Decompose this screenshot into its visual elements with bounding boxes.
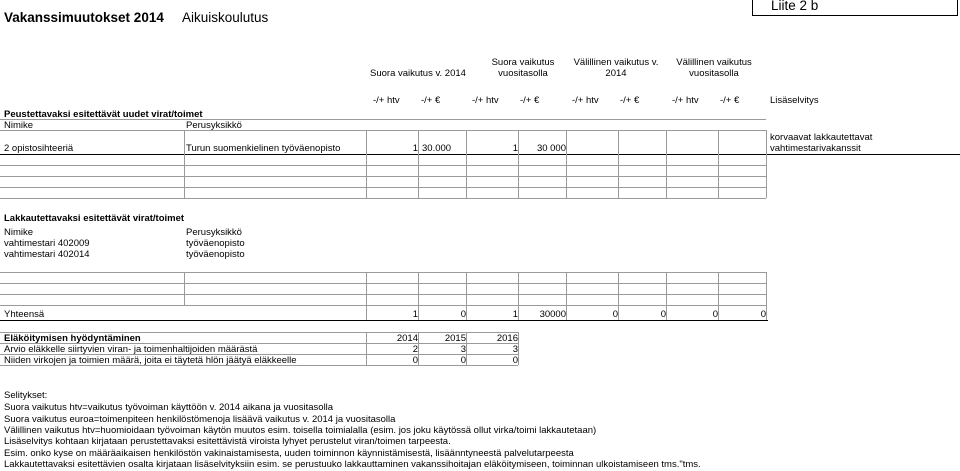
section2-col-unit: Perusyksikkö xyxy=(186,227,242,238)
section1-note-2: vahtimestarivakanssit xyxy=(770,143,861,154)
grid-line xyxy=(366,332,367,365)
retirement-year: 2016 xyxy=(496,333,518,344)
section1-row-eur2: 30 000 xyxy=(536,143,566,154)
grid-line xyxy=(666,130,667,198)
subhdr-eur: -/+ € xyxy=(520,95,540,106)
subhdr-eur: -/+ € xyxy=(421,95,441,106)
grid-line xyxy=(518,272,519,320)
subhdr-htv: -/+ htv xyxy=(572,95,599,106)
retirement-title: Eläköitymisen hyödyntäminen xyxy=(4,333,141,344)
retirement-year: 2014 xyxy=(396,333,418,344)
grid-line xyxy=(366,130,367,198)
grid-line xyxy=(518,130,519,198)
grid-line xyxy=(0,320,768,321)
appendix-label: Liite 2 b xyxy=(752,0,958,16)
section2-row-name: vahtimestari 402009 xyxy=(4,238,90,249)
section1-row-unit: Turun suomenkielinen työväenopisto xyxy=(186,143,341,154)
grid-line xyxy=(0,272,766,273)
grid-line xyxy=(0,130,766,131)
section1-note-1: korvaavat lakkautettavat xyxy=(770,132,873,143)
retirement-year: 2015 xyxy=(444,333,466,344)
retirement-value: 3 xyxy=(460,344,466,355)
col-indirect-yearly-2: vuositasolla xyxy=(689,68,739,79)
col-direct-yearly-2: vuositasolla xyxy=(498,68,548,79)
notes-line: Selitykset: xyxy=(4,390,48,401)
sheet-subtitle: Aikuiskoulutus xyxy=(182,10,269,25)
section1-title: Peustettavaksi esitettävät uudet virat/toimet xyxy=(4,109,203,120)
grid-line xyxy=(0,154,960,155)
grid-line xyxy=(366,272,367,320)
sheet-title: Vakanssimuutokset 2014 xyxy=(4,10,164,25)
retirement-value: 3 xyxy=(512,344,518,355)
grid-line xyxy=(0,187,766,188)
notes-line: Lakkautettavaksi esitettävien osalta kirjataan lisäselvityksiin esim. se perustuuko lakkauttaminen vakanssihoitajan eläköitymiseen, toiminnan ulkoistamiseen tms."tms. xyxy=(4,459,701,470)
notes-line: Suora vaikutus htv=vaikutus työvoiman käyttöön v. 2014 aikana ja vuositasolla xyxy=(4,402,334,413)
grid-line xyxy=(718,130,719,198)
section1-col-name: Nimike xyxy=(4,120,34,131)
grid-line xyxy=(566,130,567,198)
totals-value: 0 xyxy=(712,309,718,320)
col-indirect-2014-2: 2014 xyxy=(605,68,627,79)
grid-line xyxy=(0,294,766,295)
subhdr-eur: -/+ € xyxy=(720,95,740,106)
grid-line xyxy=(0,283,766,284)
section1-col-unit: Perusyksikkö xyxy=(186,120,242,131)
totals-value: 0 xyxy=(760,309,766,320)
totals-value: 1 xyxy=(412,309,418,320)
totals-value: 30000 xyxy=(539,309,566,320)
retirement-row-label: Niiden virkojen ja toimien määrä, joita ei täytetä hlön jäätyä eläkkeelle xyxy=(4,355,297,366)
col-indirect-2014-1: Välillinen vaikutus v. xyxy=(573,57,659,68)
section1-row-name: 2 opistosihteeriä xyxy=(4,143,74,154)
subhdr-htv: -/+ htv xyxy=(672,95,699,106)
grid-line xyxy=(618,130,619,198)
grid-line xyxy=(418,272,419,320)
col-indirect-yearly-1: Välillinen vaikutus xyxy=(676,57,752,68)
grid-line xyxy=(766,130,767,198)
grid-line xyxy=(618,272,619,320)
section2-col-name: Nimike xyxy=(4,227,34,238)
totals-value: 0 xyxy=(460,309,466,320)
subhdr-htv: -/+ htv xyxy=(472,95,499,106)
grid-line xyxy=(0,365,518,366)
col-direct-2014: Suora vaikutus v. 2014 xyxy=(370,68,466,79)
section1-row-eur1: 30.000 xyxy=(422,143,452,154)
grid-line xyxy=(0,119,766,120)
section2-row-unit: työväenopisto xyxy=(186,238,245,249)
subhdr-htv: -/+ htv xyxy=(373,95,400,106)
notes-line: Lisäselvitys kohtaan kirjataan perustettavaksi esitettävistä viroista lyhyet perustelut viran/toimen tarpeesta. xyxy=(4,436,451,447)
section2-row-name: vahtimestari 402014 xyxy=(4,249,90,260)
grid-line xyxy=(466,130,467,198)
grid-line xyxy=(184,272,185,305)
retirement-value: 2 xyxy=(412,344,418,355)
grid-line xyxy=(0,332,518,333)
notes-line: Esim. onko kyse on määräaikaisen henkilöstön vakinaistamisesta, uuden toiminnon käynnistämisestä, lisäänntyneestä palvelutarpeesta xyxy=(4,448,574,459)
grid-line xyxy=(466,272,467,320)
grid-line xyxy=(418,332,419,365)
grid-line xyxy=(418,130,419,198)
grid-line xyxy=(0,343,518,344)
section2-row-unit: työväenopisto xyxy=(186,249,245,260)
retirement-row-label: Arvio eläkkelle siirtyvien viran- ja toimenhaltijoiden määrästä xyxy=(4,344,258,355)
subhdr-lisaselvitys: Lisäselvitys xyxy=(770,95,819,106)
grid-line xyxy=(184,130,185,198)
section1-row-htv2: 1 xyxy=(512,143,518,154)
totals-value: 0 xyxy=(660,309,666,320)
grid-line xyxy=(466,332,467,365)
grid-line xyxy=(766,272,767,320)
notes-line: Suora vaikutus euroa=toimenpiteen henkilöstömenoja lisäävä vaikutus v. 2014 ja vuositasolla xyxy=(4,414,396,425)
subhdr-eur: -/+ € xyxy=(620,95,640,106)
totals-label: Yhteensä xyxy=(4,309,45,320)
grid-line xyxy=(0,198,766,199)
grid-line xyxy=(518,332,519,365)
grid-line xyxy=(666,272,667,320)
section2-title: Lakkautettavaksi esitettävät virat/toimet xyxy=(4,213,185,224)
grid-line xyxy=(718,272,719,320)
retirement-value: 0 xyxy=(512,355,518,366)
totals-value: 1 xyxy=(512,309,518,320)
grid-line xyxy=(0,354,518,355)
grid-line xyxy=(0,165,766,166)
grid-line xyxy=(0,176,766,177)
retirement-value: 0 xyxy=(412,355,418,366)
section1-row-htv1: 1 xyxy=(412,143,418,154)
notes-line: Välillinen vaikutus htv=huomioidaan työvoiman käytön muutos esim. toisella toimialalla (esim. jos joku käytössä ollut virka/toimi lakkautetaan) xyxy=(4,425,597,436)
grid-line xyxy=(566,272,567,320)
totals-value: 0 xyxy=(612,309,618,320)
grid-line xyxy=(0,305,766,306)
retirement-value: 0 xyxy=(460,355,466,366)
col-direct-yearly-1: Suora vaikutus xyxy=(491,57,555,68)
